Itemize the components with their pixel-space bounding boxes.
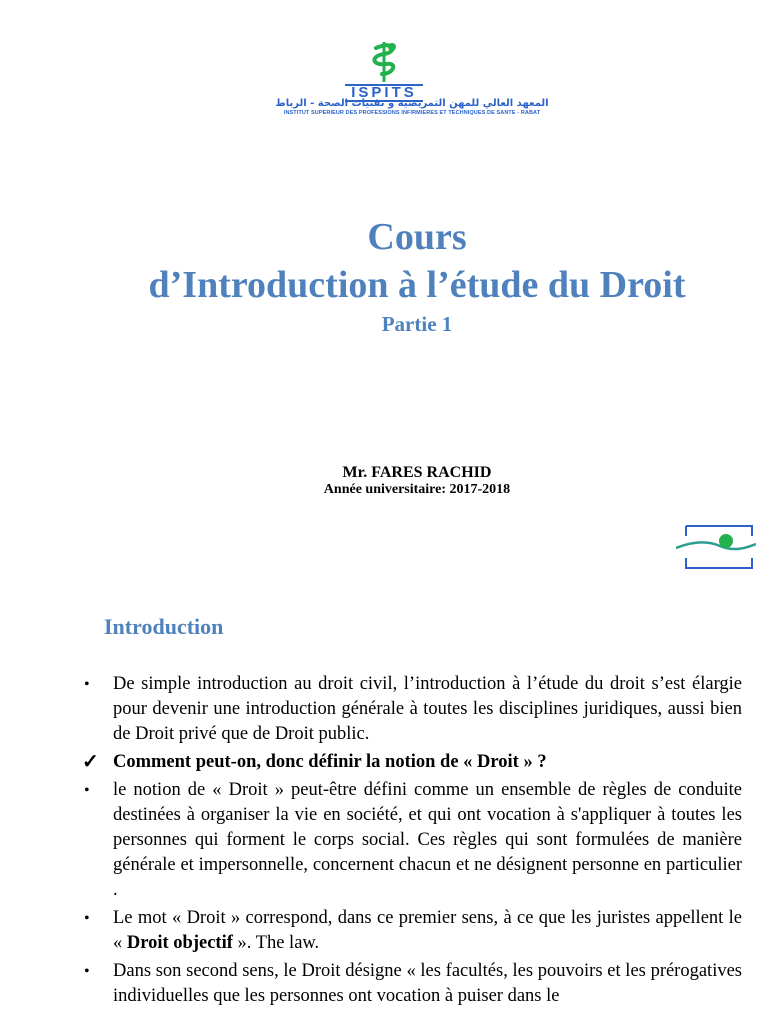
- academic-year: Année universitaire: 2017-2018: [323, 482, 511, 497]
- paragraph-text: Dans son second sens, le Droit désigne « les facultés, les pouvoirs et les prérogatives individuelles que les personnes ont vocation à puiser dans le: [113, 961, 742, 1006]
- bullet-icon: •: [84, 963, 90, 980]
- page-title: Cours: [367, 216, 467, 258]
- question-text: Comment peut-on, donc définir la notion de « Droit » ?: [113, 752, 547, 772]
- body-content: [80, 672, 742, 1012]
- logo-french-text: INSTITUT SUPÉRIEUR DES PROFESSIONS INFIRMIÈRES ET TECHNIQUES DE SANTÉ - RABAT: [283, 110, 541, 116]
- author-block: [0, 464, 768, 498]
- checkmark-icon: ✓: [82, 751, 99, 773]
- institute-logo: [0, 38, 768, 102]
- list-item: [80, 906, 742, 956]
- paragraph-text-end: ». The law.: [232, 933, 320, 953]
- list-item: [80, 778, 742, 903]
- author-name: Mr. FARES RACHID: [342, 464, 492, 481]
- title-block: [0, 213, 768, 337]
- logo-arabic-text: المعهد العالي للمهن التمريضية و تقنيات الصحة - الرباط: [275, 98, 549, 109]
- bullet-icon: •: [84, 910, 90, 927]
- page-subtitle: Partie 1: [381, 312, 453, 336]
- caduceus-icon: [364, 38, 404, 84]
- section-heading: Introduction: [104, 614, 224, 639]
- question-item: [80, 750, 742, 775]
- logo-acronym: ISPITS: [345, 84, 423, 102]
- paragraph-text: De simple introduction au droit civil, l’introduction à l’étude du droit s’est élargie pour devenir une introduction générale à toutes les disciplines juridiques, aussi bien de Droit privé que de Droit public.: [113, 674, 742, 744]
- page-title-line2: d’Introduction à l’étude du Droit: [148, 264, 686, 306]
- paragraph-text: le notion de « Droit » peut-être défini comme un ensemble de règles de conduite destinées à organiser la vie en société, et qui ont vocation à s'appliquer à toutes les personnes qui forment le corps social. Ces règles qui sont formulées de manière générale et impersonnelle, concernent chacun et ne désignent personne en particulier .: [113, 780, 742, 900]
- list-item: [80, 959, 742, 1009]
- bullet-icon: •: [84, 676, 90, 693]
- paragraph-text: Le mot « Droit » correspond, dans ce premier sens, à ce que les juristes appellent le «: [113, 908, 742, 953]
- ispits-emblem-icon: [676, 524, 756, 570]
- list-item: [80, 672, 742, 747]
- bold-term: Droit objectif: [126, 933, 233, 953]
- bullet-icon: •: [84, 782, 90, 799]
